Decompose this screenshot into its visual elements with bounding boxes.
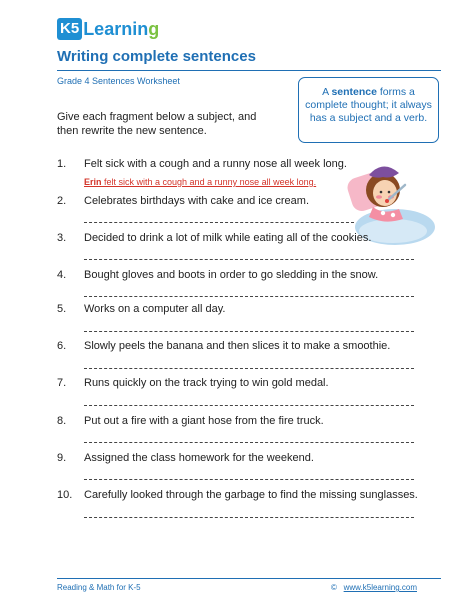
title-divider [57,70,441,71]
worksheet-subtitle: Grade 4 Sentences Worksheet [57,76,180,86]
answer-line[interactable] [84,405,414,407]
item-number: 2. [57,195,67,207]
item-fragment: Assigned the class homework for the weekend. [84,452,314,464]
logo-k5-badge: K5 [57,18,82,40]
item-number: 6. [57,340,67,352]
ice-pack-shape [369,166,399,177]
answer-line[interactable] [84,479,414,481]
logo-wordmark-suffix: g [148,19,160,39]
footer-link-group [331,583,417,592]
instructions: Give each fragment below a subject, and then rewrite the new sentence. [57,111,257,137]
item-number: 4. [57,269,67,281]
item-number: 10. [57,489,73,501]
item-number: 1. [57,158,67,170]
footer-link[interactable]: www.k5learning.com [343,583,417,592]
face-shape [373,180,397,206]
item-fragment: Works on a computer all day. [84,303,226,315]
answer-line[interactable] [84,222,354,224]
item-fragment: Put out a fire with a giant hose from the fire truck. [84,415,324,427]
page-title: Writing complete sentences [57,48,256,65]
example-rest: felt sick with a cough and a runny nose all week long. [101,177,317,187]
definition-text: forms a complete thought; it always has a subject and a verb. [305,86,432,124]
right-eye [388,191,391,194]
item-fragment: Bought gloves and boots in order to go sledding in the snow. [84,269,379,281]
answer-line[interactable] [84,259,414,261]
left-eye [380,191,383,194]
pajama-dot [391,213,395,217]
example-answer [84,177,316,187]
k5-learning-logo [57,16,159,42]
item-number: 9. [57,452,67,464]
example-subject: Erin [84,177,102,187]
definition-term: sentence [331,86,377,98]
definition-box [298,77,439,143]
copyright-symbol: © [331,583,337,592]
left-cheek [376,195,382,199]
answer-line[interactable] [84,368,414,370]
item-number: 3. [57,232,67,244]
footer-divider [57,578,441,579]
item-number: 8. [57,415,67,427]
logo-wordmark [83,19,159,39]
answer-line[interactable] [84,331,414,333]
answer-line[interactable] [84,296,414,298]
pajama-dot [381,211,385,215]
item-fragment: Slowly peels the banana and then slices it to make a smoothie. [84,340,391,352]
footer-tagline: Reading & Math for K-5 [57,583,141,592]
definition-prefix: A [322,86,329,98]
item-fragment: Carefully looked through the garbage to find the missing sunglasses. [84,489,418,501]
item-fragment: Runs quickly on the track trying to win gold medal. [84,377,329,389]
item-number: 5. [57,303,67,315]
thermometer-bulb [385,199,389,203]
answer-line[interactable] [84,517,414,519]
item-fragment: Felt sick with a cough and a runny nose all week long. [84,158,347,170]
logo-wordmark-prefix: Learnin [83,19,149,39]
item-number: 7. [57,377,67,389]
item-fragment: Decided to drink a lot of milk while eating all of the cookies. [84,232,372,244]
answer-line[interactable] [84,442,414,444]
item-fragment: Celebrates birthdays with cake and ice cream. [84,195,309,207]
